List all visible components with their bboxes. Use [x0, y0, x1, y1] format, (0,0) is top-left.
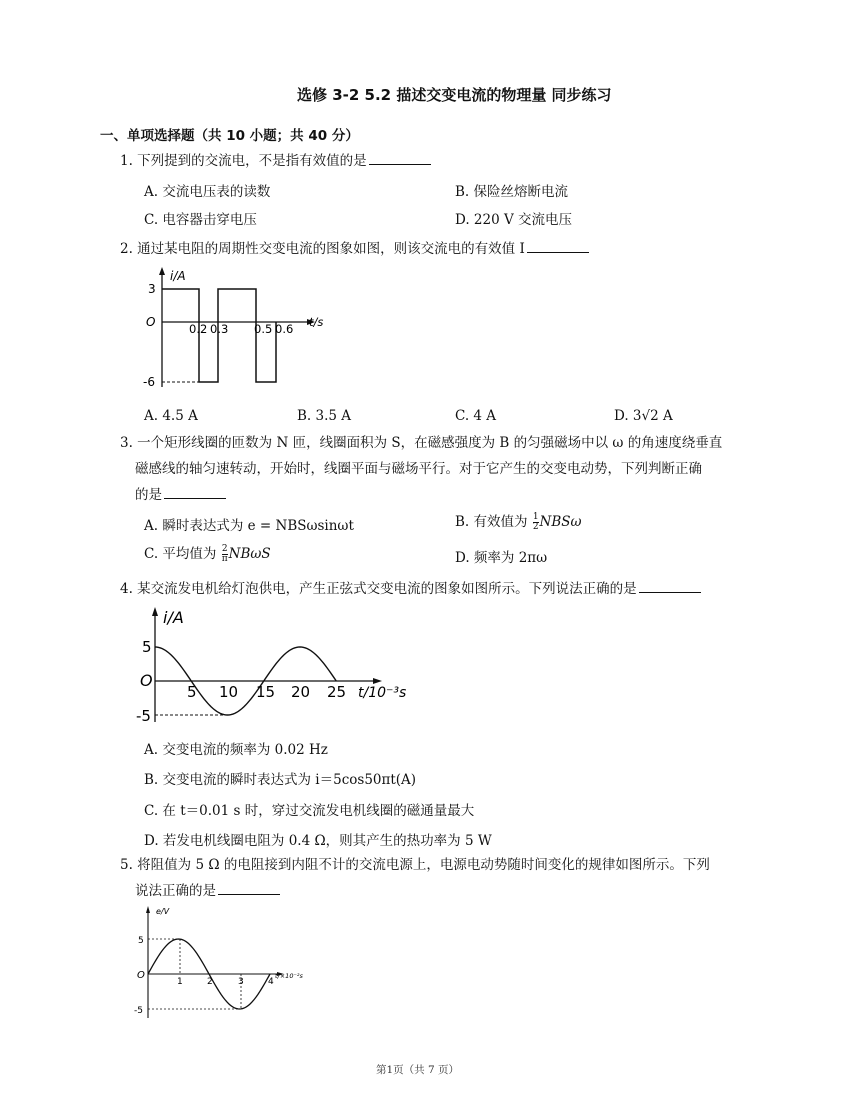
q3-option-c[interactable]: C. 平均值为 $\frac{2}{\pi}$ NBωS — [144, 544, 271, 564]
x-tick-15: 15 — [256, 683, 276, 701]
x-tick-1: 1 — [177, 977, 183, 987]
q1-option-c[interactable]: C. 电容器击穿电压 — [144, 212, 257, 228]
question-3-stem-line-1: 3. 一个矩形线圈的匝数为 N 匝，线圈面积为 S，在磁感强度为 B 的匀强磁场中以 ω 的角速度绕垂直 — [120, 435, 723, 451]
x-tick-5: 5 — [187, 683, 197, 701]
y-axis-label: e/V — [156, 907, 170, 916]
y-axis-label: i/A — [163, 608, 184, 627]
fraction-two-over-pi: $\frac{2}{\pi}$ — [221, 544, 228, 564]
x-tick-25: 25 — [327, 683, 347, 701]
q2-option-a[interactable]: A. 4.5 A — [144, 408, 198, 424]
question-3-stem-line-2: 磁感线的轴匀速转动，开始时，线圈平面与磁场平行。对于它产生的交变电动势，下列判断正确 — [135, 461, 702, 477]
page-footer: 第1页（共 7 页） — [376, 1064, 460, 1076]
q2-option-c[interactable]: C. 4 A — [455, 408, 497, 424]
x-tick-10: 10 — [219, 683, 239, 701]
x-tick-0.5: 0.5 — [254, 322, 273, 336]
fraction-one-half: $\frac{1}{2}$ — [532, 512, 539, 532]
section-heading: 一、单项选择题（共 10 小题；共 40 分） — [100, 128, 359, 144]
y-tick-minus5: -5 — [136, 707, 151, 725]
y-tick-minus5: -5 — [134, 1006, 143, 1016]
origin-label: O — [140, 671, 153, 690]
q1-option-b[interactable]: B. 保险丝熔断电流 — [455, 184, 569, 200]
figure-square-wave — [135, 265, 330, 395]
answer-blank[interactable] — [527, 240, 589, 253]
question-5-stem-line-2: 说法正确的是 — [135, 878, 280, 904]
answer-blank[interactable] — [369, 152, 431, 165]
origin-label: O — [146, 315, 156, 329]
origin-label: O — [137, 970, 145, 981]
figure-sine-emf — [134, 904, 303, 1022]
q4-option-b[interactable]: B. 交变电流的瞬时表达式为 i＝5cos50πt(A) — [144, 772, 417, 788]
q4-option-c[interactable]: C. 在 t＝0.01 s 时，穿过交流发电机线圈的磁通量最大 — [144, 803, 475, 819]
y-tick-5: 5 — [138, 936, 144, 946]
x-axis-label: t/10⁻³s — [358, 685, 407, 701]
x-tick-4: 4 — [268, 977, 274, 987]
question-3-stem-line-3: 的是 — [135, 482, 226, 508]
q3-option-a[interactable]: A. 瞬时表达式为 e = NBSωsinωt — [144, 518, 354, 534]
q1-option-d[interactable]: D. 220 V 交流电压 — [455, 212, 573, 228]
page-title: 选修 3-2 5.2 描述交变电流的物理量 同步练习 — [297, 86, 612, 104]
y-tick-minus6: -6 — [143, 375, 155, 389]
x-axis-label: t/×10⁻²s — [275, 972, 303, 980]
q3-option-d[interactable]: D. 频率为 2πω — [455, 550, 548, 566]
q3-option-b[interactable]: B. 有效值为 $\frac{1}{2}$ NBSω — [455, 512, 582, 532]
y-tick-5: 5 — [142, 638, 152, 656]
answer-blank[interactable] — [639, 580, 701, 593]
y-axis-arrow — [146, 906, 150, 913]
question-4-stem: 4. 某交流发电机给灯泡供电，产生正弦式交变电流的图象如图所示。下列说法正确的是 — [120, 576, 701, 602]
x-tick-3: 3 — [238, 977, 244, 987]
x-tick-2: 2 — [207, 977, 213, 987]
y-axis-label: i/A — [170, 269, 186, 283]
x-axis-arrow — [373, 678, 382, 684]
q1-option-a[interactable]: A. 交流电压表的读数 — [144, 184, 271, 200]
q2-option-d[interactable]: D. 3√2 A — [614, 408, 673, 424]
question-2-stem: 2. 通过某电阻的周期性交变电流的图象如图，则该交流电的有效值 I — [120, 236, 589, 262]
figure-cosine-current — [136, 604, 411, 726]
question-1-stem: 1. 下列提到的交流电，不是指有效值的是 — [120, 148, 431, 174]
q4-option-a[interactable]: A. 交变电流的频率为 0.02 Hz — [144, 742, 328, 758]
x-tick-0.6: 0.6 — [275, 322, 294, 336]
x-tick-20: 20 — [291, 683, 311, 701]
x-tick-0.3: 0.3 — [210, 322, 229, 336]
x-tick-0.2: 0.2 — [189, 322, 208, 336]
q4-option-d[interactable]: D. 若发电机线圈电阻为 0.4 Ω，则其产生的热功率为 5 W — [144, 833, 492, 849]
q2-option-b[interactable]: B. 3.5 A — [297, 408, 352, 424]
answer-blank[interactable] — [218, 882, 280, 895]
y-axis-arrow — [152, 607, 158, 616]
question-5-stem-line-1: 5. 将阻值为 5 Ω 的电阻接到内阻不计的交流电源上，电源电动势随时间变化的规律如图所示。下列 — [120, 857, 710, 873]
x-axis-label: t/s — [309, 315, 324, 329]
y-axis-arrow — [159, 267, 165, 275]
y-tick-3: 3 — [148, 282, 156, 296]
answer-blank[interactable] — [164, 486, 226, 499]
